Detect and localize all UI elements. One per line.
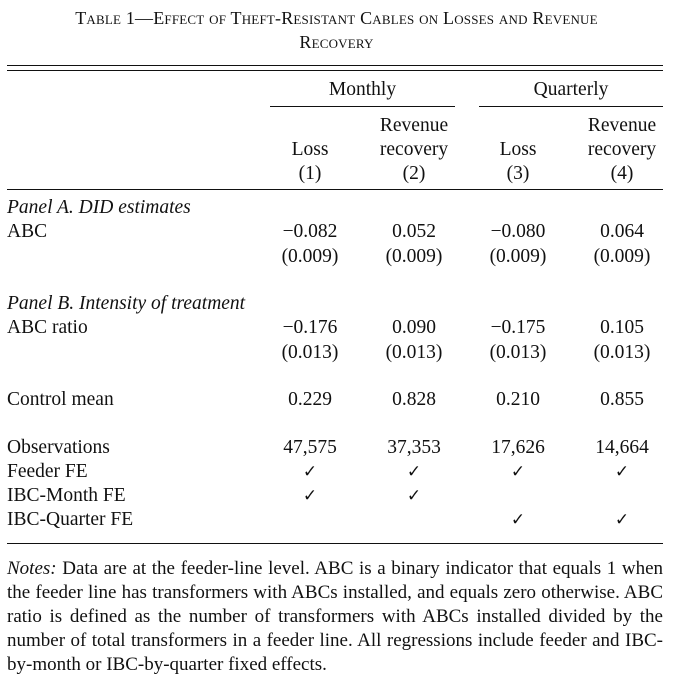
group-monthly-rule bbox=[270, 106, 455, 107]
check-icon: ✓ bbox=[614, 510, 630, 530]
control-mean-value: 0.828 bbox=[392, 389, 436, 410]
col4-header-line1: Revenue bbox=[587, 115, 657, 136]
observations-value: 14,664 bbox=[595, 437, 649, 458]
panel-b-heading: Panel B. Intensity of treatment bbox=[7, 293, 246, 314]
observations-value: 47,575 bbox=[283, 437, 337, 458]
panel-a-se: (0.009) bbox=[593, 246, 651, 267]
fe-feeder-label: Feeder FE bbox=[7, 461, 88, 482]
fe-ibc-month-label: IBC-Month FE bbox=[7, 485, 126, 506]
control-mean-value: 0.229 bbox=[288, 389, 332, 410]
panel-a-se: (0.009) bbox=[489, 246, 547, 267]
group-quarterly-rule bbox=[479, 106, 663, 107]
bottom-rule bbox=[7, 543, 663, 544]
panel-a-estimate: −0.082 bbox=[282, 221, 338, 242]
table-title bbox=[0, 6, 673, 54]
col1-number: (1) bbox=[298, 163, 322, 184]
table-title-line2: Recovery bbox=[299, 32, 374, 52]
panel-a-estimate: 0.064 bbox=[600, 221, 644, 242]
panel-b-se: (0.013) bbox=[281, 342, 339, 363]
check-icon: ✓ bbox=[302, 462, 318, 482]
panel-b-estimate: 0.090 bbox=[392, 317, 436, 338]
panel-a-estimate: 0.052 bbox=[392, 221, 436, 242]
control-mean-value: 0.855 bbox=[600, 389, 644, 410]
panel-b-se: (0.013) bbox=[489, 342, 547, 363]
table-notes bbox=[7, 557, 663, 677]
group-monthly: Monthly bbox=[328, 79, 397, 100]
check-icon: ✓ bbox=[510, 462, 526, 482]
col2-header-line2: recovery bbox=[379, 139, 449, 160]
col4-header-line2: recovery bbox=[587, 139, 657, 160]
panel-a-heading: Panel A. DID estimates bbox=[7, 197, 191, 218]
observations-value: 17,626 bbox=[491, 437, 545, 458]
panel-b-se: (0.013) bbox=[385, 342, 443, 363]
panel-b-se: (0.013) bbox=[593, 342, 651, 363]
observations-value: 37,353 bbox=[387, 437, 441, 458]
panel-a-row-label: ABC bbox=[7, 221, 48, 242]
panel-b-estimate: 0.105 bbox=[600, 317, 644, 338]
group-quarterly: Quarterly bbox=[533, 79, 609, 100]
control-mean-value: 0.210 bbox=[496, 389, 540, 410]
panel-b-estimate: −0.176 bbox=[282, 317, 338, 338]
col2-header-line1: Revenue bbox=[379, 115, 449, 136]
check-icon: ✓ bbox=[406, 486, 422, 506]
check-icon: ✓ bbox=[614, 462, 630, 482]
check-icon: ✓ bbox=[302, 486, 318, 506]
col3-number: (3) bbox=[506, 163, 530, 184]
header-rule bbox=[7, 189, 663, 190]
col3-header-line2: Loss bbox=[499, 139, 537, 160]
top-rule-2 bbox=[7, 70, 663, 71]
fe-ibc-quarter-label: IBC-Quarter FE bbox=[7, 509, 134, 530]
check-icon: ✓ bbox=[510, 510, 526, 530]
col4-number: (4) bbox=[610, 163, 634, 184]
panel-b-estimate: −0.175 bbox=[490, 317, 546, 338]
table-title-line1: Table 1—Effect of Theft-Resistant Cables on Losses and Revenue bbox=[75, 8, 598, 28]
control-mean-label: Control mean bbox=[7, 389, 114, 410]
panel-a-estimate: −0.080 bbox=[490, 221, 546, 242]
top-rule-1 bbox=[7, 65, 663, 66]
col1-header-line2: Loss bbox=[291, 139, 329, 160]
col2-number: (2) bbox=[402, 163, 426, 184]
notes-text: Data are at the feeder-line level. ABC is a binary indicator that equals 1 when the feeder line has transformers with ABCs installed, and equals zero otherwise. ABC ratio is defined as the number of transformers with ABCs installed divided by the number of total transformers in a feeder line. All regressions include feeder and IBC-by-month or IBC-by-quarter fixed effects. bbox=[7, 558, 664, 675]
panel-a-se: (0.009) bbox=[281, 246, 339, 267]
panel-a-se: (0.009) bbox=[385, 246, 443, 267]
check-icon: ✓ bbox=[406, 462, 422, 482]
observations-label: Observations bbox=[7, 437, 110, 458]
panel-b-row-label: ABC ratio bbox=[7, 317, 88, 338]
notes-lead: Notes: bbox=[7, 558, 57, 579]
